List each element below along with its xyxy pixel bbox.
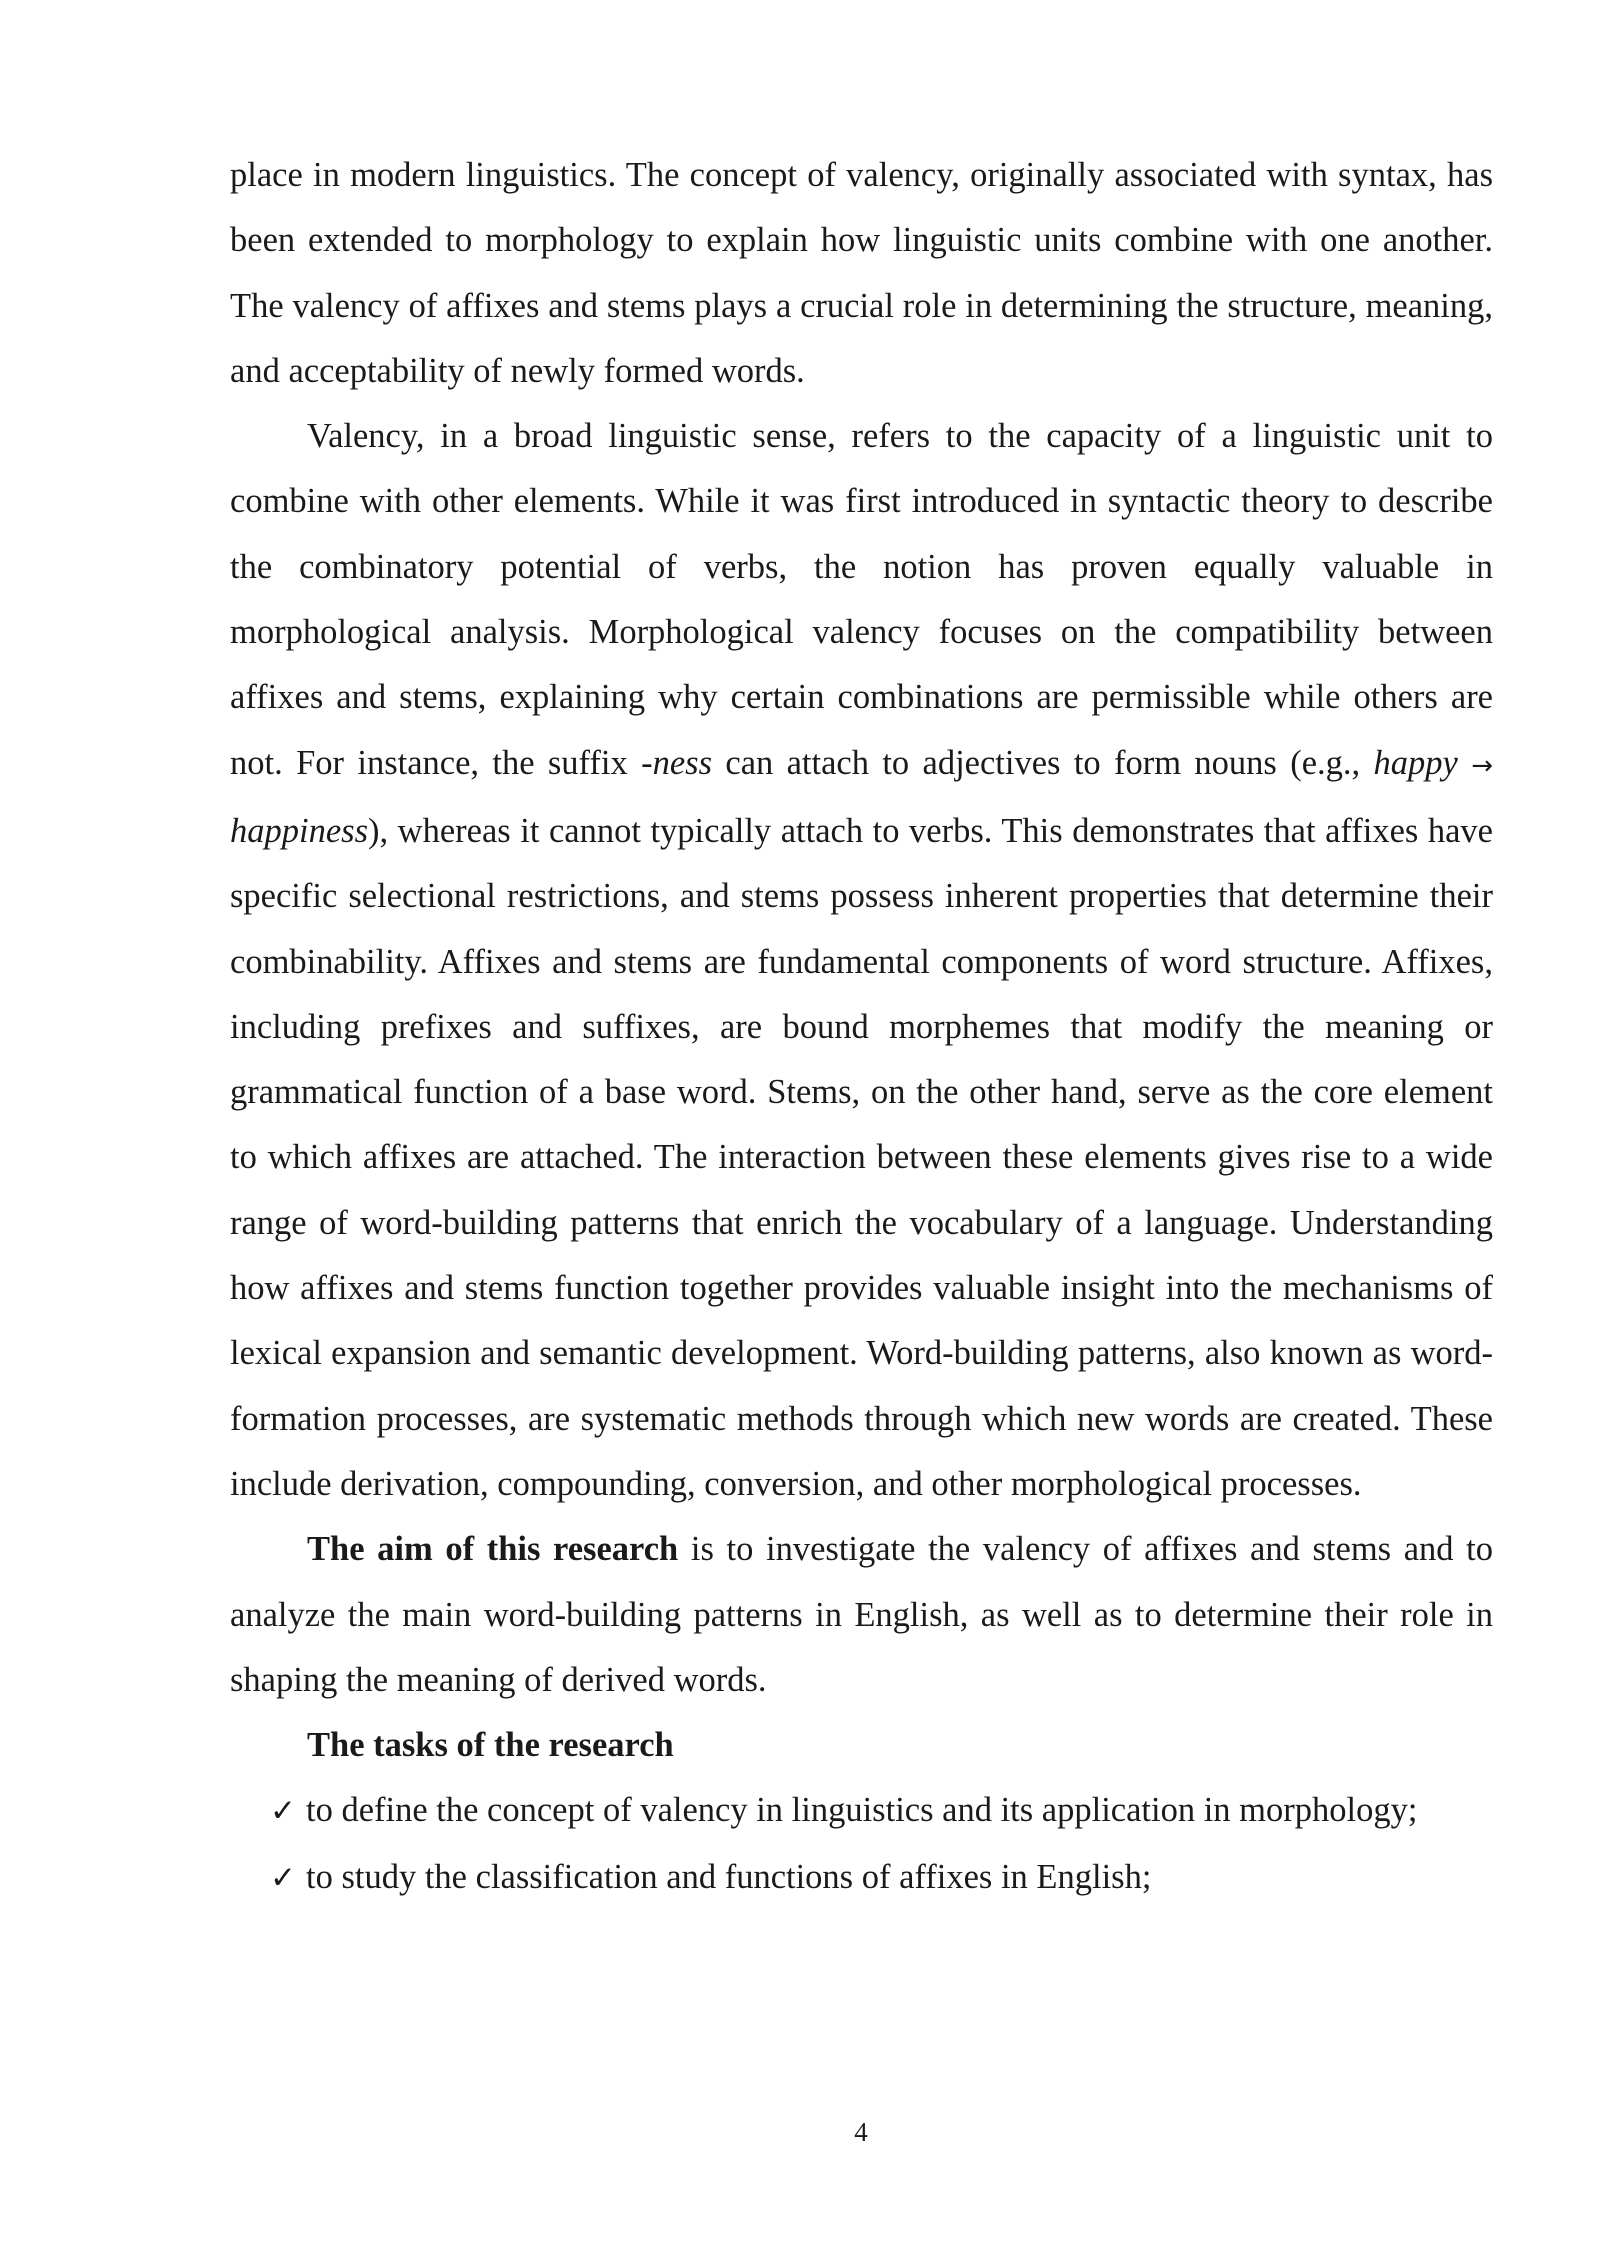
example-derived-word: happiness: [230, 811, 368, 850]
aim-text: is to investigate the valency of affixes and stems and to analyze the main word-building patterns in English, as well as to determine their role in shaping the meaning of derived words.: [230, 1530, 1493, 1699]
paragraph-valency-definition: [230, 404, 1493, 1517]
check-icon: ✓: [270, 1793, 296, 1830]
task-text: to define the concept of valency in linguistics and its application in morphology;: [306, 1791, 1418, 1830]
example-base-word: happy: [1373, 743, 1458, 782]
arrow-symbol: →: [1471, 750, 1493, 781]
paragraph-text: can attach to adjectives to form nouns (e.g.,: [712, 743, 1374, 782]
paragraph-intro-continuation: place in modern linguistics. The concept of valency, originally associated with syntax, has been extended to morphology to explain how linguistic units combine with one another. The valency of affixes and stems plays a crucial role in determining the structure, meaning, and acceptability of newly formed words.: [230, 156, 1493, 390]
task-item: [230, 1845, 1493, 1911]
task-item: [230, 1778, 1493, 1844]
check-icon: ✓: [270, 1859, 296, 1896]
paragraph-text: Valency, in a broad linguistic sense, refers to the capacity of a linguistic unit to combine with other elements. While it was first introduced in syntactic theory to describe the combinatory potential of verbs, the notion has proven equally valuable in morphological analysis. Morphological valency focuses on the compatibility between affixes and stems, explaining why certain combinations are permissible while others are not. For instance, the suffix: [230, 417, 1493, 782]
tasks-heading: The tasks of the research: [307, 1726, 674, 1765]
paragraph-aim: [230, 1517, 1493, 1713]
page-content: [230, 143, 1493, 1911]
aim-label: The aim of this research: [307, 1530, 679, 1569]
paragraph-text: ), whereas it cannot typically attach to verbs. This demonstrates that affixes have specific selectional restrictions, and stems possess inherent properties that determine their combinability. Affixes and stems are fundamental components of word structure. Affixes, including prefixes and suffixes, are bound morphemes that modify the meaning or grammatical function of a base word. Stems, on the other hand, serve as the core element to which affixes are attached. The interaction between these elements gives rise to a wide range of word-building patterns that enrich the vocabulary of a language. Understanding how affixes and stems function together provides valuable insight into the mechanisms of lexical expansion and semantic development. Word-building patterns, also known as word-formation processes, are systematic methods through which new words are created. These include derivation, compounding, conversion, and other morphological processes.: [230, 811, 1493, 1503]
page-number: 4: [854, 2117, 868, 2147]
task-text: to study the classification and functions of affixes in English;: [306, 1857, 1152, 1896]
suffix-example: -ness: [641, 743, 713, 782]
